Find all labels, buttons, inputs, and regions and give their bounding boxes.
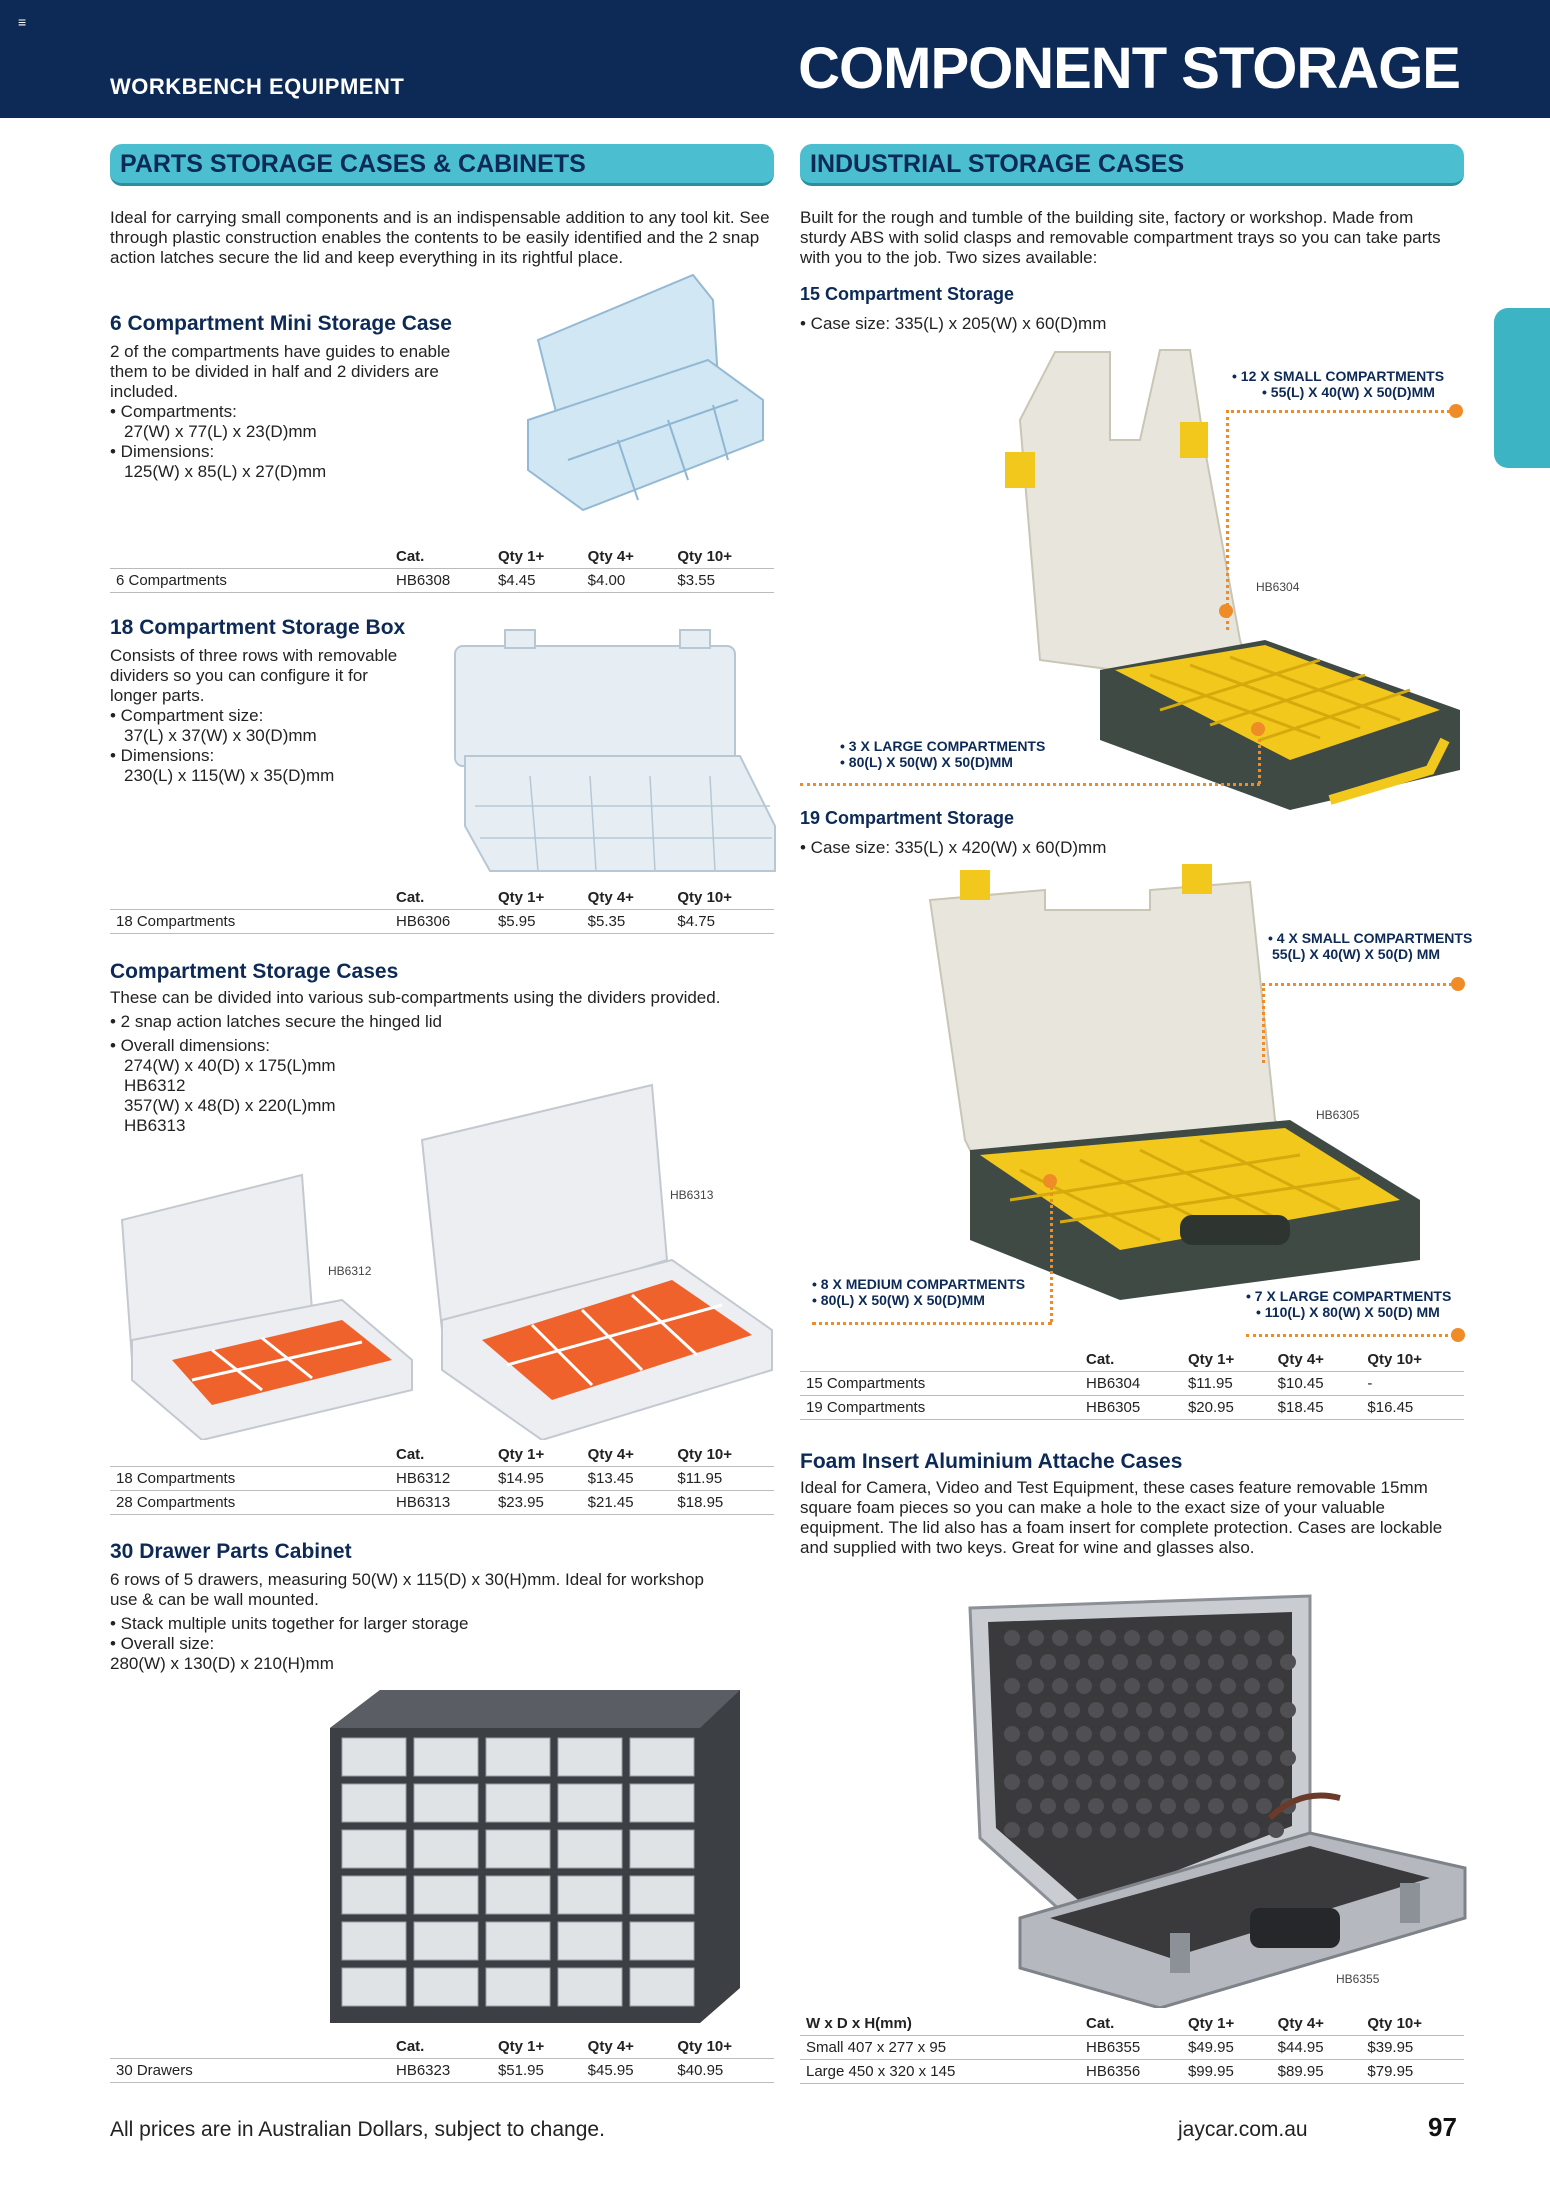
mini-case-bullet-2-value: 125(W) x 85(L) x 27(D)mm xyxy=(124,462,327,481)
s15-callout-line-1 xyxy=(1226,410,1450,413)
cases-desc: These can be divided into various sub-compartments using the dividers provided. xyxy=(110,988,721,1007)
drawer xyxy=(414,1784,478,1822)
foam-cell xyxy=(1220,1630,1236,1646)
box18-bullet-1: • Compartment size: xyxy=(110,706,264,725)
box18-desc: Consists of three rows with removable dividers so you can configure it for longer parts. xyxy=(110,646,398,705)
foam-cell xyxy=(1064,1702,1080,1718)
s15-callout-dot-2 xyxy=(1219,604,1233,618)
drawer xyxy=(342,1738,406,1776)
s15-callout-line-2 xyxy=(800,783,1260,786)
industrial-price-table: Cat. Qty 1+ Qty 4+ Qty 10+ 15 Compartments HB6304 $11.95 $10.45 - 19 Compartments HB6305 $20.95 $18.45 $16.45 xyxy=(800,1348,1464,1420)
cabinet-title: 30 Drawer Parts Cabinet xyxy=(110,1540,352,1563)
cabinet-body xyxy=(110,1570,730,1674)
s15-callout-small: • 12 X SMALL COMPARTMENTS • 55(L) X 40(W) X 50(D)MM xyxy=(1232,368,1445,400)
drawer xyxy=(558,1968,622,2006)
foam-cell xyxy=(1124,1678,1140,1694)
drawer xyxy=(558,1876,622,1914)
foam-cell xyxy=(1172,1630,1188,1646)
cabinet-price-table: Cat. Qty 1+ Qty 4+ Qty 10+ 30 Drawers HB6323 $51.95 $45.95 $40.95 xyxy=(110,2035,774,2083)
drawer xyxy=(630,1830,694,1868)
foam-price-table: W x D x H(mm) Cat. Qty 1+ Qty 4+ Qty 10+ Small 407 x 277 x 95 HB6355 $49.95 $44.95 $39.95 Large 450 x 320 x 145 HB6356 $99.95 $89.95 $79.95 xyxy=(800,2012,1464,2084)
cases-tag-1: HB6312 xyxy=(328,1264,372,1278)
foam-cell xyxy=(1040,1702,1056,1718)
foam-cell xyxy=(1268,1822,1284,1838)
drawer xyxy=(630,1922,694,1960)
foam-cell xyxy=(1268,1726,1284,1742)
table-row: 19 Compartments HB6305 $20.95 $18.45 $16.45 xyxy=(800,1396,1464,1420)
foam-cell xyxy=(1076,1678,1092,1694)
foam-cell xyxy=(1160,1750,1176,1766)
box18-title: 18 Compartment Storage Box xyxy=(110,616,406,639)
drawer xyxy=(342,1830,406,1868)
foam-cell xyxy=(1148,1678,1164,1694)
foam-cell xyxy=(1124,1774,1140,1790)
foam-cell xyxy=(1136,1798,1152,1814)
s19-callout-line-1 xyxy=(1262,983,1458,986)
mini-case-body xyxy=(110,342,470,482)
foam-cell xyxy=(1244,1726,1260,1742)
foam-cell xyxy=(1100,1822,1116,1838)
cabinet-image xyxy=(320,1688,740,2028)
foam-cell xyxy=(1220,1774,1236,1790)
foam-cell xyxy=(1016,1702,1032,1718)
foam-cell xyxy=(1124,1726,1140,1742)
foam-cell xyxy=(1268,1678,1284,1694)
foam-cell xyxy=(1136,1654,1152,1670)
foam-desc: Ideal for Camera, Video and Test Equipment, these cases feature removable 15mm square foam pieces so you can make a hole to the exact size of your valuable equipment. The lid also has a foam insert for complete protection. Cases are lockable and supplied with two keys. Great for wine and glasses also. xyxy=(800,1478,1443,1557)
cases-price-table: Cat. Qty 1+ Qty 4+ Qty 10+ 18 Compartments HB6312 $14.95 $13.45 $11.95 28 Compartments HB6313 $23.95 $21.45 $18.95 xyxy=(110,1443,774,1515)
foam-cell xyxy=(1232,1750,1248,1766)
box18-image xyxy=(450,626,780,886)
s19-callout-medium: • 8 X MEDIUM COMPARTMENTS • 80(L) X 50(W) X 50(D)MM xyxy=(812,1276,1026,1308)
foam-cell xyxy=(1268,1774,1284,1790)
foam-cell xyxy=(1148,1822,1164,1838)
foam-cell xyxy=(1088,1798,1104,1814)
drawer xyxy=(342,1784,406,1822)
box18-bullet-1-value: 37(L) x 37(W) x 30(D)mm xyxy=(124,726,317,745)
cabinet-desc: 6 rows of 5 drawers, measuring 50(W) x 115(D) x 30(H)mm. Ideal for workshop use & can be wall mounted. xyxy=(110,1570,704,1609)
foam-tag: HB6355 xyxy=(1336,1972,1380,1986)
s15-callout-dot-3 xyxy=(1251,722,1265,736)
foam-case-image xyxy=(960,1588,1470,2008)
foam-cell xyxy=(1184,1702,1200,1718)
foam-cell xyxy=(1256,1798,1272,1814)
s19-tag: HB6305 xyxy=(1316,1108,1360,1122)
drawer xyxy=(414,1830,478,1868)
price-disclaimer: All prices are in Australian Dollars, subject to change. xyxy=(110,2118,605,2141)
drawer xyxy=(414,1876,478,1914)
foam-cell xyxy=(1232,1654,1248,1670)
drawer xyxy=(486,1922,550,1960)
foam-cell xyxy=(1136,1750,1152,1766)
foam-cell xyxy=(1052,1726,1068,1742)
drawer xyxy=(630,1784,694,1822)
cabinet-bullet-2-value: 280(W) x 130(D) x 210(H)mm xyxy=(110,1654,334,1673)
mini-case-title: 6 Compartment Mini Storage Case xyxy=(110,312,452,335)
foam-cell xyxy=(1052,1678,1068,1694)
cases-tag-2: HB6313 xyxy=(670,1188,714,1202)
foam-cell xyxy=(1028,1630,1044,1646)
cases-image xyxy=(112,1080,782,1440)
foam-cell xyxy=(1184,1654,1200,1670)
foam-cell xyxy=(1076,1630,1092,1646)
foam-cell xyxy=(1016,1654,1032,1670)
cases-dim-2-cat: HB6313 xyxy=(124,1116,186,1135)
foam-cell xyxy=(1280,1702,1296,1718)
drawer xyxy=(414,1922,478,1960)
foam-cell xyxy=(1160,1702,1176,1718)
cases-dim-1-cat: HB6312 xyxy=(124,1076,186,1095)
foam-cell xyxy=(1064,1798,1080,1814)
foam-cell xyxy=(1088,1750,1104,1766)
foam-cell xyxy=(1076,1726,1092,1742)
drawer xyxy=(486,1830,550,1868)
drawer xyxy=(342,1876,406,1914)
s19-callout-large: • 7 X LARGE COMPARTMENTS • 110(L) X 80(W) X 50(D) MM xyxy=(1246,1288,1452,1320)
page-number: 97 xyxy=(1428,2112,1457,2142)
foam-cell xyxy=(1208,1750,1224,1766)
foam-cell xyxy=(1172,1678,1188,1694)
s19-callout-line-2 xyxy=(812,1322,1052,1325)
foam-cell xyxy=(1052,1822,1068,1838)
s19-title: 19 Compartment Storage xyxy=(800,808,1015,828)
foam-cell xyxy=(1004,1678,1020,1694)
table-row: 6 Compartments HB6308 $4.45 $4.00 $3.55 xyxy=(110,569,774,593)
foam-cell xyxy=(1196,1630,1212,1646)
foam-cell xyxy=(1244,1822,1260,1838)
foam-cell xyxy=(1112,1654,1128,1670)
s19-callout-small: • 4 X SMALL COMPARTMENTS 55(L) X 40(W) X 50(D) MM xyxy=(1268,930,1473,962)
foam-cell xyxy=(1196,1774,1212,1790)
drawer xyxy=(558,1738,622,1776)
foam-cell xyxy=(1016,1798,1032,1814)
mini-case-desc: 2 of the compartments have guides to enable them to be divided in half and 2 dividers are included. xyxy=(110,342,451,401)
right-intro: Built for the rough and tumble of the building site, factory or workshop. Made from sturdy ABS with solid clasps and removable compartment trays so you can take parts with you to the job. Two sizes available: xyxy=(800,208,1441,267)
left-intro: Ideal for carrying small components and is an indispensable addition to any tool kit. See through plastic construction enables the contents to be easily identified and the 2 snap action latches secure the lid and keep everything in its rightful place. xyxy=(110,208,770,267)
foam-cell xyxy=(1160,1654,1176,1670)
s15-bullet: • Case size: 335(L) x 205(W) x 60(D)mm xyxy=(800,314,1107,333)
drawer xyxy=(630,1738,694,1776)
foam-cell xyxy=(1268,1630,1284,1646)
box18-price-table: Cat. Qty 1+ Qty 4+ Qty 10+ 18 Compartments HB6306 $5.95 $5.35 $4.75 xyxy=(110,886,774,934)
s19-bullet: • Case size: 335(L) x 420(W) x 60(D)mm xyxy=(800,838,1107,857)
cases-dim-1: 274(W) x 40(D) x 175(L)mm xyxy=(124,1056,336,1075)
site-link[interactable]: jaycar.com.au xyxy=(1178,2118,1308,2141)
drawer xyxy=(630,1968,694,2006)
foam-cell xyxy=(1052,1630,1068,1646)
s15-callout-dot-1 xyxy=(1449,404,1463,418)
mini-case-price-table: Cat. Qty 1+ Qty 4+ Qty 10+ 6 Compartments HB6308 $4.45 $4.00 $3.55 xyxy=(110,545,774,593)
box18-bullet-2-value: 230(L) x 115(W) x 35(D)mm xyxy=(124,766,335,785)
foam-cell xyxy=(1244,1774,1260,1790)
foam-cell xyxy=(1232,1798,1248,1814)
foam-cell xyxy=(1220,1678,1236,1694)
foam-cell xyxy=(1244,1630,1260,1646)
cases-bullet-1: • 2 snap action latches secure the hinged lid xyxy=(110,1012,442,1031)
foam-cell xyxy=(1196,1726,1212,1742)
left-section-banner: PARTS STORAGE CASES & CABINETS xyxy=(110,144,774,186)
mini-case-bullet-1: • Compartments: xyxy=(110,402,237,421)
foam-cell xyxy=(1160,1798,1176,1814)
foam-cell xyxy=(1112,1702,1128,1718)
foam-cell xyxy=(1064,1750,1080,1766)
foam-cell xyxy=(1208,1654,1224,1670)
s15-tag: HB6304 xyxy=(1256,580,1300,594)
foam-title: Foam Insert Aluminium Attache Cases xyxy=(800,1450,1183,1473)
foam-cell xyxy=(1040,1798,1056,1814)
drawer xyxy=(486,1876,550,1914)
foam-cell xyxy=(1028,1822,1044,1838)
foam-cell xyxy=(1256,1654,1272,1670)
foam-cell xyxy=(1028,1726,1044,1742)
box18-body xyxy=(110,646,400,786)
foam-cell xyxy=(1064,1654,1080,1670)
foam-cell xyxy=(1280,1750,1296,1766)
foam-cell xyxy=(1220,1726,1236,1742)
s15-callout-vline-2 xyxy=(1258,728,1261,784)
foam-cell xyxy=(1136,1702,1152,1718)
drawer xyxy=(558,1784,622,1822)
table-row: Large 450 x 320 x 145 HB6356 $99.95 $89.95 $79.95 xyxy=(800,2060,1464,2084)
table-row: 28 Compartments HB6313 $23.95 $21.45 $18.95 xyxy=(110,1491,774,1515)
foam-cell xyxy=(1124,1822,1140,1838)
foam-cell xyxy=(1208,1702,1224,1718)
s19-callout-line-3 xyxy=(1246,1334,1454,1337)
box18-bullet-2: • Dimensions: xyxy=(110,746,215,765)
cabinet-bullet-1: • Stack multiple units together for larger storage xyxy=(110,1614,469,1633)
foam-cell xyxy=(1244,1678,1260,1694)
s15-callout-vline-1 xyxy=(1226,410,1229,630)
section-label: WORKBENCH EQUIPMENT xyxy=(110,74,405,99)
foam-cell xyxy=(1016,1750,1032,1766)
foam-cell xyxy=(1172,1822,1188,1838)
foam-cell xyxy=(1004,1822,1020,1838)
foam-cell xyxy=(1088,1702,1104,1718)
foam-cell xyxy=(1004,1630,1020,1646)
foam-cell xyxy=(1100,1678,1116,1694)
drawer xyxy=(558,1922,622,1960)
foam-cell xyxy=(1172,1726,1188,1742)
foam-cell xyxy=(1040,1654,1056,1670)
page-header xyxy=(0,0,1550,118)
foam-cell xyxy=(1040,1750,1056,1766)
foam-cell xyxy=(1148,1774,1164,1790)
drawer xyxy=(486,1968,550,2006)
foam-cell xyxy=(1220,1822,1236,1838)
s19-callout-dot-1 xyxy=(1451,977,1465,991)
foam-cell xyxy=(1028,1678,1044,1694)
drawer xyxy=(414,1738,478,1776)
drawer xyxy=(486,1738,550,1776)
foam-cell xyxy=(1148,1726,1164,1742)
foam-cell xyxy=(1256,1750,1272,1766)
cases-title: Compartment Storage Cases xyxy=(110,960,399,983)
drawer xyxy=(414,1968,478,2006)
foam-cell xyxy=(1028,1774,1044,1790)
drawer xyxy=(486,1784,550,1822)
side-index-tab[interactable] xyxy=(1494,308,1550,468)
foam-cell xyxy=(1088,1654,1104,1670)
mini-case-bullet-2: • Dimensions: xyxy=(110,442,215,461)
s15-callout-large: • 3 X LARGE COMPARTMENTS • 80(L) X 50(W) X 50(D)MM xyxy=(840,738,1046,770)
drawer xyxy=(558,1830,622,1868)
table-row: 18 Compartments HB6312 $14.95 $13.45 $11.95 xyxy=(110,1467,774,1491)
foam-cell xyxy=(1004,1726,1020,1742)
s19-callout-vline-1 xyxy=(1262,983,1265,1063)
cases-dim-2: 357(W) x 48(D) x 220(L)mm xyxy=(124,1096,336,1115)
foam-cell xyxy=(1004,1774,1020,1790)
mini-case-image xyxy=(508,270,778,520)
drawer xyxy=(630,1876,694,1914)
foam-cell xyxy=(1196,1822,1212,1838)
right-section-banner: INDUSTRIAL STORAGE CASES xyxy=(800,144,1464,186)
s15-title: 15 Compartment Storage xyxy=(800,284,1015,304)
table-row: Small 407 x 277 x 95 HB6355 $49.95 $44.95 $39.95 xyxy=(800,2036,1464,2060)
page-title: COMPONENT STORAGE xyxy=(798,36,1460,101)
foam-cell xyxy=(1100,1726,1116,1742)
drawer xyxy=(342,1922,406,1960)
menu-icon[interactable]: ≡ xyxy=(18,14,27,30)
table-row: 15 Compartments HB6304 $11.95 $10.45 - xyxy=(800,1372,1464,1396)
foam-cell xyxy=(1184,1750,1200,1766)
foam-cell xyxy=(1100,1630,1116,1646)
foam-cell xyxy=(1196,1678,1212,1694)
cabinet-bullet-2: • Overall size: xyxy=(110,1634,215,1653)
foam-cell xyxy=(1280,1654,1296,1670)
foam-cell xyxy=(1112,1750,1128,1766)
foam-cell xyxy=(1172,1774,1188,1790)
table-row: 18 Compartments HB6306 $5.95 $5.35 $4.75 xyxy=(110,910,774,934)
s19-callout-vline-2 xyxy=(1050,1180,1053,1322)
foam-cell xyxy=(1052,1774,1068,1790)
s19-callout-dot-3 xyxy=(1451,1328,1465,1342)
s19-case-image xyxy=(920,860,1430,1300)
foam-cell xyxy=(1076,1822,1092,1838)
foam-cell xyxy=(1112,1798,1128,1814)
foam-cell xyxy=(1184,1798,1200,1814)
drawer xyxy=(342,1968,406,2006)
mini-case-bullet-1-value: 27(W) x 77(L) x 23(D)mm xyxy=(124,422,317,441)
table-row: 30 Drawers HB6323 $51.95 $45.95 $40.95 xyxy=(110,2059,774,2083)
foam-cell xyxy=(1076,1774,1092,1790)
foam-cell xyxy=(1256,1702,1272,1718)
foam-cell xyxy=(1148,1630,1164,1646)
foam-cell xyxy=(1100,1774,1116,1790)
foam-cell xyxy=(1232,1702,1248,1718)
cases-bullet-2: • Overall dimensions: xyxy=(110,1036,270,1055)
foam-cell xyxy=(1208,1798,1224,1814)
s19-callout-dot-2 xyxy=(1043,1174,1057,1188)
foam-cell xyxy=(1124,1630,1140,1646)
